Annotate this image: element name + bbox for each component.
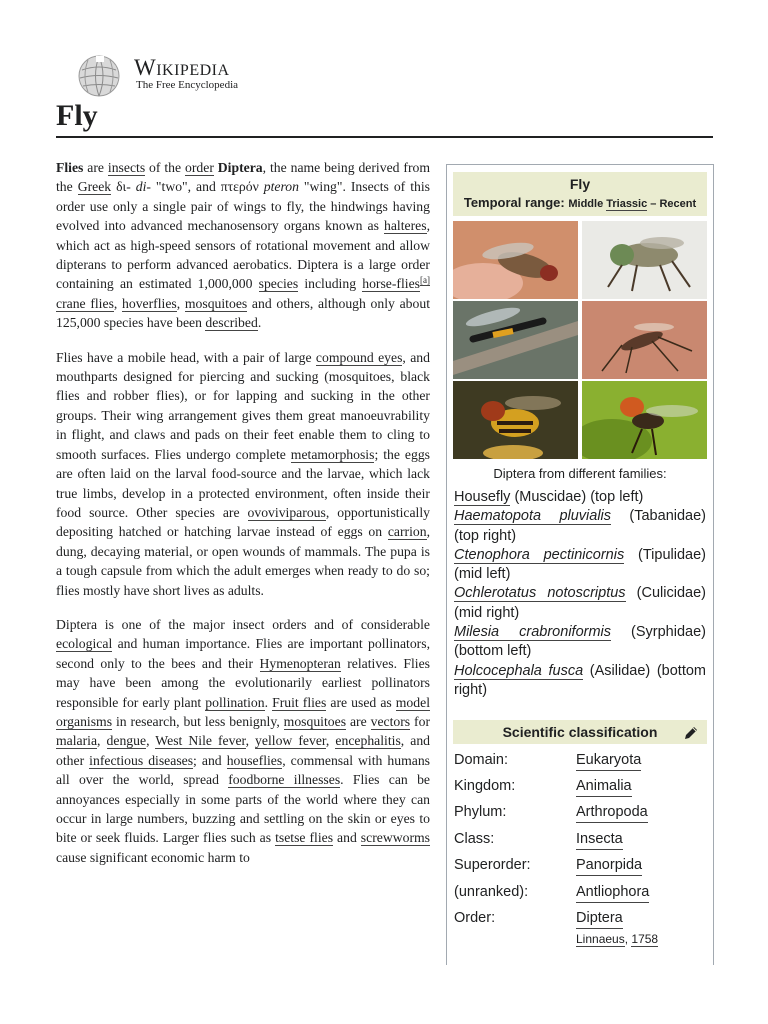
caption-text: (Culicidae) (mid right) [454, 585, 706, 621]
link-mosquitoes-2[interactable]: mosquitoes [283, 713, 347, 729]
link-ochlerotatus-notoscriptus[interactable]: Ochlerotatus notoscriptus [454, 585, 626, 602]
site-wordmark[interactable]: Wikipedia [134, 55, 230, 80]
link-eukaryota[interactable]: Eukaryota [576, 750, 641, 771]
text-run: ; and [193, 752, 227, 768]
text-run: and others, although only about 125,000 species have been [56, 295, 430, 331]
footnote-a[interactable]: [a] [420, 274, 430, 285]
text-run: , and other [56, 733, 431, 768]
text-run: ; the eggs are often laid on the larval food-source and the larvae, which lack true limbs, develop in a protected environment, often inside their food source. Other species are [56, 446, 430, 520]
infobox-header [453, 172, 707, 216]
link-greek[interactable]: Greek [77, 179, 112, 195]
taxonomy-row-kingdom [454, 776, 706, 802]
text-run: , which act as high-speed sensors of rotational movement and allow dipterans to perform advanced aerobatics. Diptera is a large order containing an estimated 1,000,000 [56, 218, 430, 292]
text-run: , and mouthparts designed for piercing and sucking (mosquitoes, black flies and robber flies), or for lapping and sucking in the other groups. Their wing arrangement gives them great manoeuvrability in flight, and claws and pads on their feet enable them to cling to smooth surfaces. Flies undergo complete [56, 349, 430, 462]
scientific-classification-header [453, 720, 707, 744]
text-run: relatives. Flies may have been among the evolutionarily earliest pollinators responsible for early plant [56, 655, 430, 710]
article-body [56, 158, 430, 882]
text-run: in research, but less benignly, [112, 713, 284, 729]
link-model-organisms[interactable]: model organisms [56, 694, 430, 729]
link-ovoviviparous[interactable]: ovoviviparous [247, 504, 326, 520]
text-run: "wing". Insects of this order use only a single pair of wings to fly, the hindwings having evolved into advanced mechanosensory organs known as [56, 179, 430, 234]
taxon-authority [576, 931, 658, 947]
text-run: , [325, 733, 336, 749]
paragraph-anatomy [56, 348, 430, 600]
wikipedia-globe-logo[interactable] [74, 54, 124, 98]
taxonomy-row-phylum [454, 802, 706, 828]
infobox-title: Fly [569, 176, 591, 192]
link-dengue[interactable]: dengue [106, 733, 147, 749]
link-metamorphosis[interactable]: metamorphosis [290, 446, 375, 462]
link-hoverflies[interactable]: hoverflies [122, 295, 177, 311]
link-west-nile-fever[interactable]: West Nile fever [155, 733, 246, 749]
text-run: including [298, 276, 363, 292]
link-1758[interactable]: 1758 [631, 932, 659, 946]
text-run: , the name being derived from the [56, 160, 431, 195]
infobox [446, 164, 714, 965]
taxon-rank: Order: [454, 910, 496, 926]
text-run: Flies have a mobile head, with a pair of large [56, 349, 316, 365]
link-horse-flies[interactable]: horse-flies [362, 276, 420, 292]
link-infectious-diseases[interactable]: infectious diseases [89, 752, 194, 768]
link-triassic[interactable]: Triassic [606, 198, 648, 210]
text-run: , [245, 733, 256, 749]
scientific-classification-label: Scientific classification [502, 724, 658, 740]
link-foodborne-illnesses[interactable]: foodborne illnesses [228, 772, 341, 788]
taxon-rank: Kingdom: [454, 778, 516, 794]
text-run: and [333, 830, 361, 846]
text-run: δι- [111, 179, 136, 195]
text-run: Diptera is one of the major insect orders and of considerable [56, 616, 430, 632]
photo-caption [454, 488, 706, 700]
temporal-range [453, 194, 707, 213]
link-antliophora[interactable]: Antliophora [576, 882, 649, 903]
link-fruit-flies[interactable]: Fruit flies [272, 694, 327, 710]
link-halteres[interactable]: halteres [384, 218, 427, 234]
temporal-range-value [568, 198, 696, 211]
caption-text: (Syrphidae) (bottom left) [454, 624, 706, 660]
text-run: of the [145, 160, 185, 175]
link-vectors[interactable]: vectors [370, 713, 411, 729]
italic-di: di- [135, 179, 151, 195]
taxon-rank: (unranked): [454, 884, 529, 900]
text-run: are [346, 713, 371, 729]
range-post: – Recent [647, 198, 697, 210]
pencil-edit-icon[interactable] [683, 724, 699, 740]
text-run: , [97, 733, 107, 749]
temporal-range-label: Temporal range: [463, 195, 565, 210]
caption-text: (Tabanidae) (top right) [454, 508, 706, 544]
link-hymenopteran[interactable]: Hymenopteran [259, 655, 341, 671]
link-described[interactable]: described [205, 315, 258, 331]
site-header [74, 52, 474, 98]
authority-separator: , [624, 932, 632, 946]
caption-text: (Tipulidae) (mid left) [454, 546, 706, 583]
link-tsetse-flies[interactable]: tsetse flies [275, 830, 334, 846]
link-houseflies[interactable]: houseflies [226, 752, 283, 768]
text-run: "two", and πτερόν [150, 179, 264, 195]
text-run: are [83, 160, 108, 175]
link-arthropoda[interactable]: Arthropoda [576, 802, 648, 823]
taxon-rank: Class: [454, 831, 495, 847]
link-holcocephala-fusca[interactable]: Holcocephala fusca [454, 662, 584, 679]
paragraph-importance [56, 615, 430, 867]
link-screwworms[interactable]: screwworms [360, 830, 430, 846]
taxonomy-row-unranked [454, 882, 706, 908]
fly-photo-collage[interactable] [453, 221, 707, 459]
text-run: . Flies can be annoyances especially in some parts of the world where they can occur in large numbers, buzzing and settling on the skin or eyes to bite or seek fluids. Larger flies such as [56, 772, 430, 846]
photo-holcocephala[interactable] [582, 381, 707, 459]
link-ecological[interactable]: ecological [56, 636, 113, 652]
taxonomy-row-domain [454, 750, 706, 776]
taxon-rank: Phylum: [454, 804, 507, 820]
bold-term-flies: Flies [56, 160, 84, 175]
link-linnaeus[interactable]: Linnaeus [576, 932, 625, 946]
link-carrion[interactable]: carrion [387, 524, 427, 540]
link-insecta[interactable]: Insecta [576, 829, 623, 850]
link-species[interactable]: species [258, 276, 299, 292]
link-order[interactable]: order [185, 160, 214, 175]
taxon-rank: Domain: [454, 752, 508, 768]
range-pre: Middle [568, 198, 607, 210]
photo-haematopota[interactable] [582, 221, 707, 299]
photo-milesia[interactable] [453, 381, 578, 459]
text-run: , [176, 295, 185, 311]
link-compound-eyes[interactable]: compound eyes [315, 349, 403, 365]
text-run: , [146, 733, 156, 749]
paragraph-intro [56, 158, 430, 333]
link-malaria[interactable]: malaria [56, 733, 98, 749]
bold-term-diptera: Diptera [217, 160, 263, 175]
link-diptera[interactable]: Diptera [576, 908, 623, 929]
text-run: and human importance. Flies are important pollinators, second only to the bees and their [56, 636, 430, 671]
italic-pteron: pteron [263, 179, 299, 195]
photo-ctenophora[interactable] [453, 301, 578, 379]
link-milesia-crabroniformis[interactable]: Milesia crabroniformis [454, 624, 612, 641]
text-run: . [264, 694, 273, 710]
photo-housefly[interactable] [453, 221, 578, 299]
link-panorpida[interactable]: Panorpida [576, 855, 642, 876]
taxonomy-row-superorder [454, 855, 706, 881]
text-run: , commensal with humans all over the world, spread [56, 752, 431, 788]
text-run: , [113, 295, 123, 311]
caption-text: (Muscidae) (top left) [510, 489, 644, 505]
link-pollination[interactable]: pollination [205, 694, 265, 710]
caption-text: (Asilidae) (bottom right) [454, 662, 706, 698]
text-run: cause significant economic harm to [56, 849, 250, 865]
link-insects[interactable]: insects [107, 160, 146, 175]
text-run: are used as [326, 694, 396, 710]
link-crane-flies[interactable]: crane flies [56, 295, 114, 311]
link-yellow-fever[interactable]: yellow fever [255, 733, 326, 749]
link-animalia[interactable]: Animalia [576, 776, 632, 797]
link-mosquitoes[interactable]: mosquitoes [184, 295, 248, 311]
taxonomy-row-class [454, 829, 706, 855]
site-tagline: The Free Encyclopedia [136, 79, 239, 91]
taxon-rank: Superorder: [454, 857, 531, 873]
page-title: Fly [56, 96, 713, 138]
link-haematopota-pluvialis[interactable]: Haematopota pluvialis [454, 508, 612, 525]
photo-caption-heading: Diptera from different families: [493, 466, 667, 481]
text-run: . [257, 315, 262, 331]
text-run: , opportunistically depositing hatched or hatching larvae instead of eggs on [56, 504, 430, 540]
text-run: , dung, decaying material, or open wounds of mammals. The pupa is a tough capsule from which the adult emerges when ready to do so; flies mostly have short lives as adults. [56, 524, 430, 598]
link-ctenophora-pectinicornis[interactable]: Ctenophora pectinicornis [454, 546, 625, 563]
text-run: for [410, 713, 431, 729]
link-housefly[interactable]: Housefly [454, 489, 511, 505]
photo-ochlerotatus[interactable] [582, 301, 707, 379]
link-encephalitis[interactable]: encephalitis [335, 733, 401, 749]
